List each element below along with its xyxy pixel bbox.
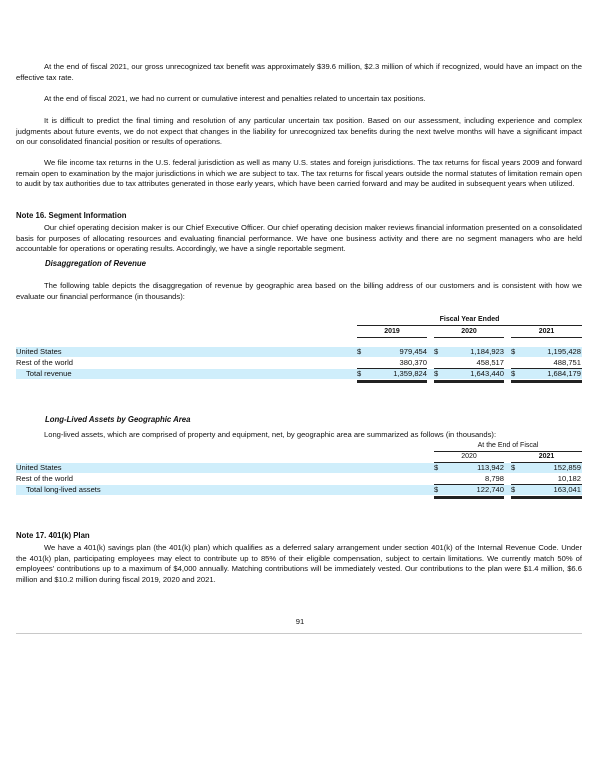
cell-value: 113,942 (477, 463, 504, 472)
total-double-rule (357, 380, 427, 383)
currency-symbol: $ (511, 463, 516, 472)
assets-intro: Long-lived assets, which are comprised of property and equipment, net, by geographic area are summarized as follows (in thousands): (44, 430, 497, 439)
row-label: Total revenue (26, 369, 72, 378)
currency-symbol: $ (511, 485, 516, 494)
currency-symbol: $ (357, 369, 362, 378)
revenue-subheading: Disaggregation of Revenue (45, 259, 146, 268)
currency-symbol: $ (434, 463, 439, 472)
total-double-rule (511, 496, 582, 499)
cell-value: 979,454 (399, 347, 427, 356)
currency-symbol: $ (357, 347, 362, 356)
note-16-body: Our chief operating decision maker is our Chief Executive Officer. Our chief operating decision maker reviews financial information presented on a consolidated basis for purposes of allocating resources and evaluating financial performance. We have one business activity and there are no segment managers who are held accountable for operations or operating results. Accordingly, we have a single reportable segment. (16, 223, 582, 254)
cell-value: 380,370 (399, 358, 427, 367)
cell-value: 1,643,440 (470, 369, 504, 378)
currency-symbol: $ (511, 369, 516, 378)
revenue-col-rule (511, 337, 582, 338)
row-label: United States (16, 463, 62, 472)
currency-symbol: $ (434, 485, 439, 494)
revenue-header-rule (357, 325, 582, 326)
table-row (16, 358, 582, 368)
row-label: Total long-lived assets (26, 485, 101, 494)
table-row-total (16, 369, 582, 379)
paragraph-unrecognized-tax-benefit: At the end of fiscal 2021, our gross unrecognized tax benefit was approximately $39.6 million, $2.3 million of which if recognized, would have an impact on the effective tax rate. (16, 62, 582, 82)
total-double-rule (511, 380, 582, 383)
revenue-col-2021: 2021 (538, 328, 555, 335)
total-double-rule (434, 496, 504, 499)
revenue-col-2019: 2019 (384, 328, 400, 335)
currency-symbol: $ (511, 347, 516, 356)
cell-value: 163,041 (553, 485, 581, 494)
paragraph-uncertain-tax-position: It is difficult to predict the final timing and resolution of any particular uncertain tax position. Based on our assessment, including experience and complex judgments about future events, we do not expect that changes in the liability for unrecognized tax benefits during the next twelve months will have a significant impact on our consolidated financial position or results of operations. (16, 116, 582, 147)
assets-group-header: At the End of Fiscal (477, 442, 539, 449)
cell-value: 1,195,428 (547, 347, 581, 356)
row-label: Rest of the world (16, 474, 73, 483)
revenue-col-rule (357, 337, 427, 338)
paragraph-interest-penalties: At the end of fiscal 2021, we had no current or cumulative interest and penalties related to uncertain tax positions. (44, 94, 426, 103)
row-label: United States (16, 347, 62, 356)
cell-value: 488,751 (553, 358, 581, 367)
paragraph-tax-returns: We file income tax returns in the U.S. federal jurisdiction as well as many U.S. states and foreign jurisdictions. The tax returns for fiscal years 2009 and forward remain open to examination by the major jurisdictions in which we are subject to tax. The tax returns for fiscal years outside the normal statutes of limitation remain open to audit by tax authorities due to tax attributes generated in those early years, which have been carried forward and may be audited in subsequent years when utilized. (16, 158, 582, 189)
table-row-total (16, 485, 582, 495)
assets-header-rule (434, 451, 582, 452)
cell-value: 1,184,923 (470, 347, 504, 356)
cell-value: 8,798 (484, 474, 504, 483)
table-row (16, 347, 582, 357)
currency-symbol: $ (434, 369, 439, 378)
note-17-heading: Note 17. 401(k) Plan (16, 531, 90, 540)
revenue-intro: The following table depicts the disaggregation of revenue by geographic area based on the billing address of our customers and is consistent with how we evaluate our financial performance (in thousands): (16, 281, 582, 301)
cell-value: 152,859 (553, 463, 581, 472)
currency-symbol: $ (434, 347, 439, 356)
assets-subheading: Long-Lived Assets by Geographic Area (45, 415, 191, 424)
table-row (16, 463, 582, 473)
note-17-body: We have a 401(k) savings plan (the 401(k) plan) which qualifies as a deferred salary arrangement under section 401(k) of the Internal Revenue Code. Under the 401(k) plan, participating employees may elect to contribute up to 85% of their eligible compensation, subject to certain limitations. We currently match 50% of employees' contributions up to a maximum of $4,000 annually. Matching contributions will be immediately vested. Our contributions to the plan were $1.4 million, $6.6 million and $10.2 million during fiscal 2019, 2020 and 2021. (16, 543, 582, 584)
total-double-rule (434, 380, 504, 383)
page-number: 91 (295, 617, 305, 626)
row-label: Rest of the world (16, 358, 73, 367)
cell-value: 1,359,824 (393, 369, 427, 378)
footer-rule (16, 633, 582, 634)
revenue-col-rule (434, 337, 504, 338)
note-16-heading: Note 16. Segment Information (16, 211, 127, 220)
table-row (16, 474, 582, 484)
cell-value: 122,740 (476, 485, 504, 494)
revenue-col-2020: 2020 (461, 328, 477, 335)
revenue-group-header: Fiscal Year Ended (439, 316, 500, 323)
assets-col-2021: 2021 (538, 453, 555, 460)
cell-value: 10,182 (557, 474, 581, 483)
assets-col-2020: 2020 (461, 453, 477, 460)
cell-value: 458,517 (476, 358, 504, 367)
cell-value: 1,684,179 (547, 369, 581, 378)
